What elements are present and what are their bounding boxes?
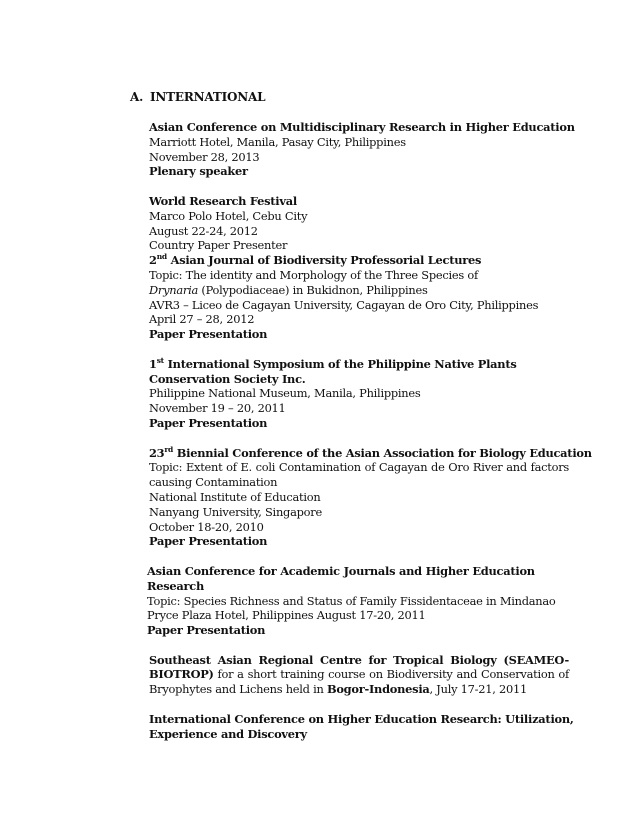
conference-title [149,253,569,268]
training-date: , July 17-21, 2011 [429,682,527,697]
conference-title: World Research Festival [149,193,297,208]
conference-title: Southeast Asian Regional Centre for Tropical Biology (SEAMEO-BIOTROP) [149,652,569,682]
conference-topic: Topic: The identity and Morphology of the Three Species of [149,267,478,282]
conference-role: Paper Presentation [147,623,266,638]
conference-entry [149,711,574,742]
section-title: INTERNATIONAL [150,90,266,104]
title-text: Asian Journal of Biodiversity Professorial Lectures [166,253,482,268]
conference-date: November 28, 2013 [149,149,260,164]
conference-role: Paper Presentation [149,415,268,430]
title-ordinal-number: 1 [149,356,157,371]
conference-entry [149,253,569,342]
conference-topic-continued [149,283,569,298]
title-ordinal-suffix: nd [156,252,167,262]
conference-institution: National Institute of Education [149,489,321,504]
conference-list [147,120,592,741]
conference-venue-date: Pryce Plaza Hotel, Philippines August 17-20, 2011 [147,608,426,623]
conference-venue: Marriott Hotel, Manila, Pasay City, Philippines [149,134,406,149]
conference-entry [149,120,575,179]
training-text: for a short training course on Biodiversity and Conservation of Bryophytes and Lichens held in [149,667,569,697]
conference-role: Paper Presentation [149,327,268,342]
conference-title: Asian Conference on Multidisciplinary Research in Higher Education [149,120,575,134]
conference-topic: Topic: Species Richness and Status of Family Fissidentaceae in Mindanao [147,593,556,608]
conference-role: Country Paper Presenter [149,238,288,253]
conference-entry [149,653,569,697]
conference-entry [149,357,569,431]
conference-venue: AVR3 – Liceo de Cagayan University, Cagayan de Oro City, Philippines [149,297,539,312]
title-ordinal-suffix: st [156,355,164,365]
title-ordinal-suffix: rd [164,444,174,454]
conference-venue: Marco Polo Hotel, Cebu City [149,208,308,223]
species-genus: Drynaria [149,282,199,297]
conference-role: Plenary speaker [149,164,248,179]
conference-title: Asian Conference for Academic Journals and Higher Education [147,563,535,578]
conference-entry [147,564,569,638]
conference-title [149,444,592,461]
training-place: Bogor-Indonesia [326,682,430,697]
conference-title-continued: Experience and Discovery [149,726,307,741]
title-text: International Symposium of the Philippine Native Plants [163,356,517,371]
section-heading [130,90,265,104]
title-ordinal-number: 23 [149,445,165,460]
conference-date: August 22-24, 2012 [149,223,258,238]
conference-date: October 18-20, 2010 [149,519,264,534]
section-letter: A. [130,90,144,104]
conference-venue: Philippine National Museum, Manila, Philippines [149,386,421,401]
conference-title-continued: Conservation Society Inc. [149,371,306,386]
conference-date: April 27 – 28, 2012 [149,312,255,327]
title-text: Biennial Conference of the Asian Association for Biology Education [173,445,592,460]
conference-venue: Nanyang University, Singapore [149,504,322,519]
conference-title: International Conference on Higher Education Research: Utilization, [149,711,574,726]
topic-rest: (Polypodiaceae) in Bukidnon, Philippines [198,282,428,297]
training-description [149,653,569,697]
conference-title [149,357,569,372]
conference-topic: Topic: Extent of E. coli Contamination of Cagayan de Oro River and factors causing Contamination [149,460,569,490]
title-ordinal-number: 2 [149,253,157,268]
conference-entry [149,194,569,253]
conference-title-continued: Research [147,578,204,593]
conference-entry [149,444,592,550]
conference-role: Paper Presentation [149,534,268,549]
conference-date: November 19 – 20, 2011 [149,401,286,416]
